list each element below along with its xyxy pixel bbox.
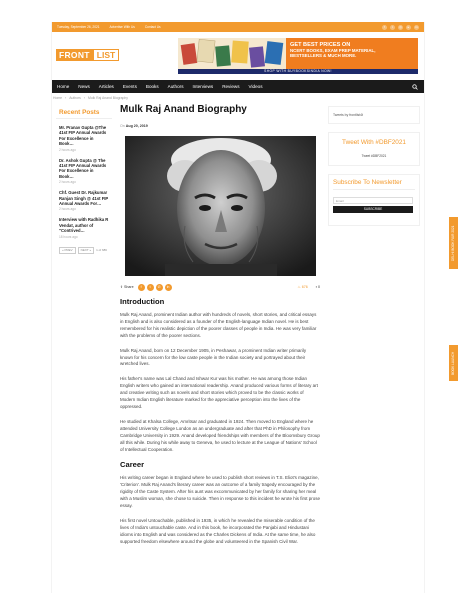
tweets-link[interactable]: Tweets by frontlist4t <box>333 113 363 117</box>
fire-icon: ♨ <box>297 285 301 289</box>
prev-page-button[interactable]: « PREV <box>59 247 76 254</box>
article-body <box>120 297 320 554</box>
nav-authors[interactable]: Authors <box>167 84 184 89</box>
side-tab-book-launch[interactable]: BOOK LAUNCH <box>449 345 458 381</box>
page-frame-right <box>424 22 425 593</box>
article-paragraph: Mulk Raj Anand, born on 12 December 1905, in Peshawar, a prominent Indian writer primarily known for his concern for the low caste people in the Indian society and portrayed about their wretched lives. <box>120 347 307 367</box>
nav-videos[interactable]: Videos <box>248 84 263 89</box>
banner-strip: SHOP WITH BUYBOOKSINDIA NOW! <box>178 69 418 74</box>
logo-part-front: FRONT <box>56 49 93 61</box>
page-frame-left <box>51 22 52 593</box>
comments[interactable] <box>316 285 320 289</box>
author-portrait-image <box>125 136 316 276</box>
comment-icon: ▪ <box>315 285 317 289</box>
banner-line-2: NCERT BOOKS, EXAM PREP MATERIAL, <box>290 48 376 53</box>
next-page-button[interactable]: NEXT » <box>78 247 94 254</box>
top-bar <box>52 22 424 32</box>
recent-posts-list <box>56 125 112 239</box>
recent-posts-title: Recent Posts <box>56 106 112 119</box>
hot-count: 676 <box>301 285 308 289</box>
banner-line-3: BESTSELLERS & MUCH MORE. <box>290 53 357 58</box>
logo-part-list: LIST <box>93 49 119 61</box>
article-main <box>120 104 321 544</box>
banner-line-1: GET BEST PRICES ON <box>290 42 351 48</box>
youtube-icon[interactable]: ▸ <box>407 24 410 29</box>
post-time: 2 hours ago <box>59 147 76 152</box>
top-bar-date: Tuesday, September 26, 2021 <box>57 25 100 29</box>
nav-books[interactable]: Books <box>145 84 159 89</box>
article-paragraph: His first novel Untouchable, published in 1935, in which he revealed the miserable condition of the lives of India's untouchable caste. And in this book, he incorporated the Panjabi and Hindustani idioms into English and was considered as the Charles Dickens of India. At the same time, he also supported freedom elsewhere around the globe and volunteered in the Spanish Civil War. <box>120 517 316 544</box>
article-paragraph: His writing career began in England where he used to publish short reviews in T.S. Eliot's magazine, 'Criterion'. Mulk Raj Anand's literary career was an outcome of a family tragedy encouraged by the rigidity of the Caste System. After his aunt was excommunicated by her family for sharing her meal with a Muslim woman, she chose to suicide. Then in response to this incident he wrote his first prose essay. <box>120 475 321 509</box>
social-links <box>382 25 419 30</box>
brand-row <box>52 36 424 76</box>
advertise-link[interactable]: Advertise With Us <box>109 25 135 29</box>
hot-views <box>297 285 307 289</box>
recent-posts-pager <box>59 247 109 254</box>
breadcrumb-current: Mulk Raj Anand Biography <box>88 96 128 100</box>
site-logo[interactable] <box>56 49 119 61</box>
share-bar <box>120 282 320 292</box>
hashtag-title: Tweet With #DBF2021 <box>342 139 406 146</box>
nav-interviews[interactable]: Interviews <box>192 84 214 89</box>
post-time: 2 hours ago <box>59 207 76 212</box>
article-on-label: On <box>120 124 125 128</box>
post-title[interactable]: Mr. Pranav Gupta @The 41st FIP Annual Awards For Excellence in Book… <box>59 125 107 147</box>
breadcrumb-separator-icon: › <box>65 96 67 100</box>
facebook-icon[interactable]: f <box>138 284 145 291</box>
list-item[interactable] <box>59 217 109 238</box>
article-paragraph: His father's name was Lal Chand and Ishwar Kur was his mother. He was among those Indian English writers who gained an international readership. Anand produced various forms of literary art and creative writing such as novels and short stories which proved to be the classic works of Modern Indian English literature marked for the appreciative perception into the lives of the oppressed. <box>120 376 318 409</box>
side-tab-delhi-book-fair[interactable]: DELHI BOOK FAIR 2021 <box>449 217 458 269</box>
article-meta <box>120 124 320 128</box>
breadcrumb-separator-icon: › <box>83 96 86 100</box>
instagram-icon[interactable]: ◎ <box>399 24 402 29</box>
post-title[interactable]: Dr. Ashok Gupta @ The 41st FIP Annual Awards For Excellence in Book… <box>59 157 107 179</box>
email-field[interactable]: Email <box>333 197 413 204</box>
breadcrumb <box>53 96 128 100</box>
article-stats <box>297 285 320 289</box>
nav-reviews[interactable]: Reviews <box>222 84 240 89</box>
hashtag-tweet-link[interactable]: Tweet #DBF2021 <box>361 154 387 158</box>
list-item[interactable] <box>59 125 109 152</box>
post-time: 2 hours ago <box>59 180 76 185</box>
newsletter-title: Subscribe To Newsletter <box>333 179 415 190</box>
post-time: 18 hours ago <box>59 234 78 239</box>
career-heading: Career <box>120 460 145 470</box>
share-label-wrap <box>120 285 134 289</box>
twitter-icon[interactable]: t <box>390 25 395 30</box>
share-label: Share <box>124 285 134 289</box>
intro-heading: Introduction <box>120 297 165 306</box>
nav-articles[interactable]: Articles <box>98 84 114 89</box>
tweets-widget <box>328 106 420 124</box>
nav-events[interactable]: Events <box>122 84 137 89</box>
post-title[interactable]: Interview with Radhika R Vendat, author of "Contrived… <box>59 217 109 234</box>
subscribe-button[interactable]: SUBSCRIBE <box>333 206 413 213</box>
hashtag-widget <box>328 132 420 166</box>
advert-banner[interactable] <box>178 38 418 74</box>
article-paragraph: He studied at Khalsa College, Amritsar and graduated in 1924. Then moved to England where he attended University College London as an undergraduate and after that PhD in Philosophy from Cambridge University in 1929. Anand developed friendships with members of the Bloomsbury Group all this while. During his while away to Geneva, he used to lecture at the League of Nations' School of Intellectual Cooperation. <box>120 418 320 452</box>
share-icon: ⇪ <box>120 285 124 289</box>
article-paragraph: Mulk Raj Anand, prominent Indian author with hundreds of novels, short stories, and critical essays in English and is also considered as a founder of the English-language Indian novel. He is best remembered for his realistic depiction of the poorer classes of people in India. He was very familiar with the problems of the poorer sections. <box>120 312 317 338</box>
main-nav <box>52 80 424 93</box>
list-item[interactable] <box>59 190 109 211</box>
recent-posts-widget <box>56 106 112 268</box>
breadcrumb-authors[interactable]: Authors <box>69 96 81 100</box>
facebook-icon[interactable]: f <box>382 25 387 30</box>
whatsapp-icon[interactable]: ✆ <box>156 284 163 291</box>
list-item[interactable] <box>59 158 109 185</box>
linkedin-icon[interactable]: in <box>415 24 418 29</box>
linkedin-icon[interactable]: in <box>165 284 172 291</box>
twitter-icon[interactable]: t <box>147 284 154 291</box>
article-date: Aug 20, 2019 <box>125 124 148 128</box>
post-title[interactable]: Chf. Guest Dr. Rajkumar Ranjan Singh @ 41st FIP Annual Awards For… <box>59 190 109 207</box>
comment-count: 0 <box>318 285 320 289</box>
nav-news[interactable]: News <box>78 84 90 89</box>
banner-text <box>290 42 415 58</box>
right-sidebar <box>328 106 420 226</box>
search-icon[interactable] <box>412 84 418 90</box>
contact-link[interactable]: Contact Us <box>144 25 161 29</box>
breadcrumb-home[interactable]: Home <box>53 96 63 100</box>
article-title: Mulk Raj Anand Biography <box>120 104 247 115</box>
newsletter-widget <box>328 174 420 226</box>
page-indicator: 1 of 686 <box>96 248 107 253</box>
nav-home[interactable]: Home <box>57 84 70 89</box>
